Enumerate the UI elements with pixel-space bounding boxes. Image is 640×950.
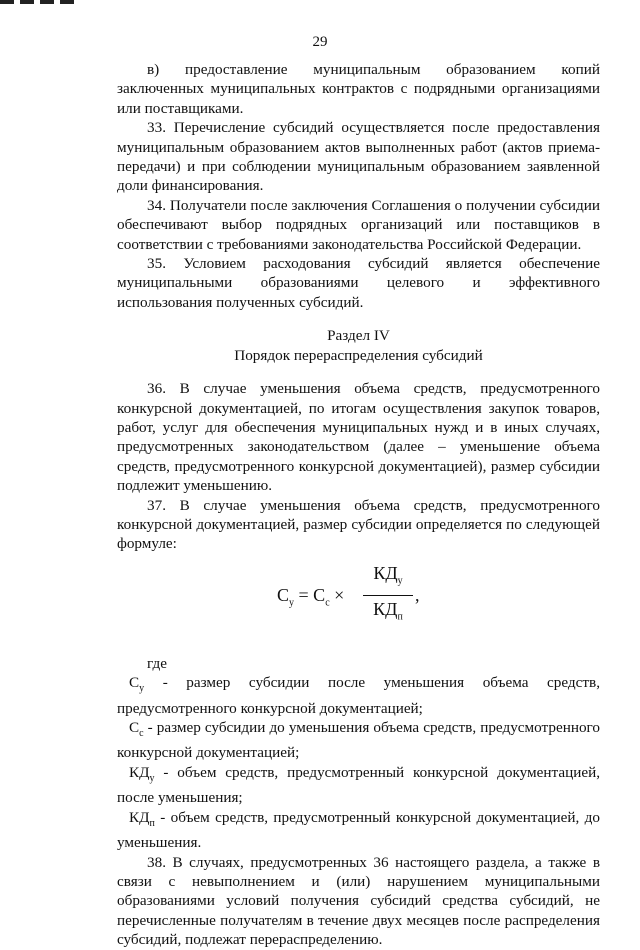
paragraph-item-37: 37. В случае уменьшения объема средств, предусмотренного конкурсной документацией, размер субсидии определяется по следующей формуле: bbox=[117, 496, 600, 553]
formula-denominator: $КД_п$ bbox=[373, 598, 403, 623]
definition-kdp: $КД_п$ - объем средств, предусмотренный конкурсной документацией, до уменьшения. bbox=[117, 808, 600, 852]
definition-kdu: $КД_у$ - объем средств, предусмотренный конкурсной документацией, после уменьшения; bbox=[117, 763, 600, 807]
subsidy-formula bbox=[277, 564, 600, 634]
paragraph-item-v: в) предоставление муниципальным образованием копий заключенных муниципальных контрактов с подрядными организациями или поставщиками. bbox=[117, 61, 600, 117]
formula-numerator: $КД_у$ bbox=[363, 564, 413, 596]
section-title: Раздел IV bbox=[327, 327, 390, 345]
definition-sc: $С_с$ - размер субсидии до уменьшения объема средств, предусмотренного конкурсной документацией; bbox=[117, 719, 600, 762]
document-body bbox=[117, 60, 600, 950]
paragraph-item-33: 33. Перечисление субсидий осуществляется после предоставления муниципальным образованием актов выполненных работ (актов приема-передачи) и при соблюдении муниципальным образованием заявленной доли финансирования. bbox=[117, 119, 600, 195]
formula-fraction bbox=[363, 564, 413, 627]
section-subtitle: Порядок перераспределения субсидий bbox=[234, 346, 483, 364]
page-number: 29 bbox=[312, 34, 328, 50]
paragraph-item-35: 35. Условием расходования субсидий является обеспечение муниципальными образованиями целевого и эффективного использования полученных субсидий. bbox=[117, 255, 600, 311]
formula-lhs: $С_у = С_с$ × bbox=[277, 584, 345, 609]
paragraph-item-34: 34. Получатели после заключения Соглашения о получении субсидии обеспечивают выбор подрядных организаций или поставщиков в соответствии с требованиями законодательства Российской Федерации. bbox=[117, 196, 600, 253]
where-label: где bbox=[147, 654, 167, 672]
definition-su: $С_у$ - размер субсидии после уменьшения объема средств, предусмотренного конкурсной документацией; bbox=[117, 674, 600, 717]
section-heading bbox=[117, 326, 600, 365]
scan-edge-marks bbox=[0, 0, 80, 6]
paragraph-item-36: 36. В случае уменьшения объема средств, предусмотренного конкурсной документацией, по итогам осуществления закупок товаров, работ, услуг для обеспечения муниципальных нужд и в иных случаях, предусмотренных законодательством (далее – уменьшение объема средств, предусмотренного конкурсной документацией), размер субсидии подлежит уменьшению. bbox=[117, 380, 600, 495]
formula-comma: , bbox=[415, 584, 420, 605]
paragraph-item-38: 38. В случаях, предусмотренных 36 настоящего раздела, а также в связи с невыполнением и (или) нарушением муниципальными образованиями условий получения субсидий средства субсидий, не перечисленные получателям в течение двух месяцев после распределения субсидий, подлежат перераспределению. bbox=[117, 853, 600, 949]
